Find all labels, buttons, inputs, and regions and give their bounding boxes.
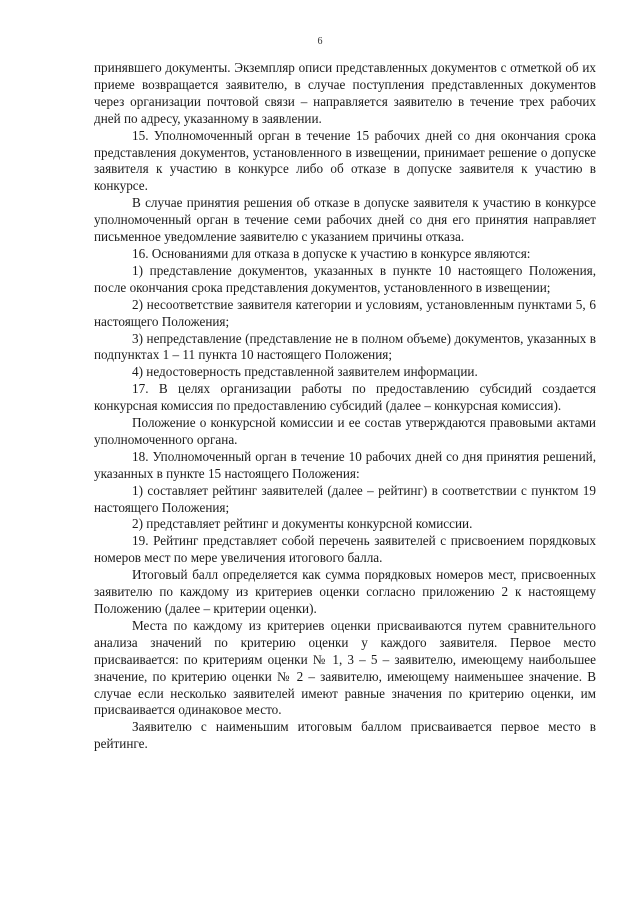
- paragraph: 16. Основаниями для отказа в допуске к участию в конкурсе являются:: [132, 245, 531, 261]
- paragraph: принявшего документы. Экземпляр описи представленных документов с отметкой об их приеме возвращается заявителю, в случае поступления представленных документов через организации почтовой связи – направляется заявителю в течение трех рабочих дней по адресу, указанному в заявлении.: [94, 60, 596, 126]
- paragraph: 1) составляет рейтинг заявителей (далее – рейтинг) в соответствии с пунктом 19 настоящего Положения;: [94, 482, 596, 515]
- paragraph: 3) непредставление (представление не в полном объеме) документов, указанных в подпунктах 1 – 11 пункта 10 настоящего Положения;: [94, 330, 596, 363]
- paragraph: 18. Уполномоченный орган в течение 10 рабочих дней со дня принятия решений, указанных в пункте 15 настоящего Положения:: [94, 448, 596, 481]
- paragraph: 2) несоответствие заявителя категории и условиям, установленным пунктами 5, 6 настоящего Положения;: [94, 296, 596, 329]
- paragraph: 2) представляет рейтинг и документы конкурсной комиссии.: [132, 516, 473, 532]
- document-body: [94, 60, 596, 753]
- paragraph: Положение о конкурсной комиссии и ее состав утверждаются правовыми актами уполномоченного органа.: [94, 415, 596, 447]
- paragraph: Заявителю с наименьшим итоговым баллом присваивается первое место в рейтинге.: [94, 719, 596, 752]
- paragraph: Итоговый балл определяется как сумма порядковых номеров мест, присвоенных заявителю по каждому из критериев оценки согласно приложению 2 к настоящему Положению (далее – критерии оценки).: [94, 567, 596, 616]
- paragraph: 17. В целях организации работы по предоставлению субсидий создается конкурсная комиссия по предоставлению субсидий (далее – конкурсная комиссия).: [94, 381, 596, 414]
- paragraph: 15. Уполномоченный орган в течение 15 рабочих дней со дня окончания срока представления документов, установленного в извещении, принимает решение о допуске заявителя к участию в конкурсе либо об отказе в допуске заявителя к участию в конкурсе.: [94, 127, 596, 194]
- paragraph: В случае принятия решения об отказе в допуске заявителя к участию в конкурсе уполномоченный орган в течение семи рабочих дней со дня его принятия направляет письменное уведомление заявителю с указанием причины отказа.: [94, 195, 596, 245]
- page-number: 6: [317, 36, 323, 47]
- paragraph: 1) представление документов, указанных в пункте 10 настоящего Положения, после окончания срока представления документов, установленного в извещении;: [94, 262, 596, 295]
- paragraph: Места по каждому из критериев оценки присваиваются путем сравнительного анализа значений по критерию оценки у каждого заявителя. Первое место присваивается: по критериям оценки № 1, 3 – 5 – заявителю, имеющему наибольшее значение, по критерию оценки № 2 – заявителю, имеющему наименьшее значение. В случае если несколько заявителей имеют равные значения по критерию оценки, им присваивается одинаковое место.: [94, 617, 596, 718]
- paragraph: 4) недостоверность представленной заявителем информации.: [132, 364, 478, 380]
- paragraph: 19. Рейтинг представляет собой перечень заявителей с присвоением порядковых номеров мест по мере увеличения итогового балла.: [94, 533, 596, 566]
